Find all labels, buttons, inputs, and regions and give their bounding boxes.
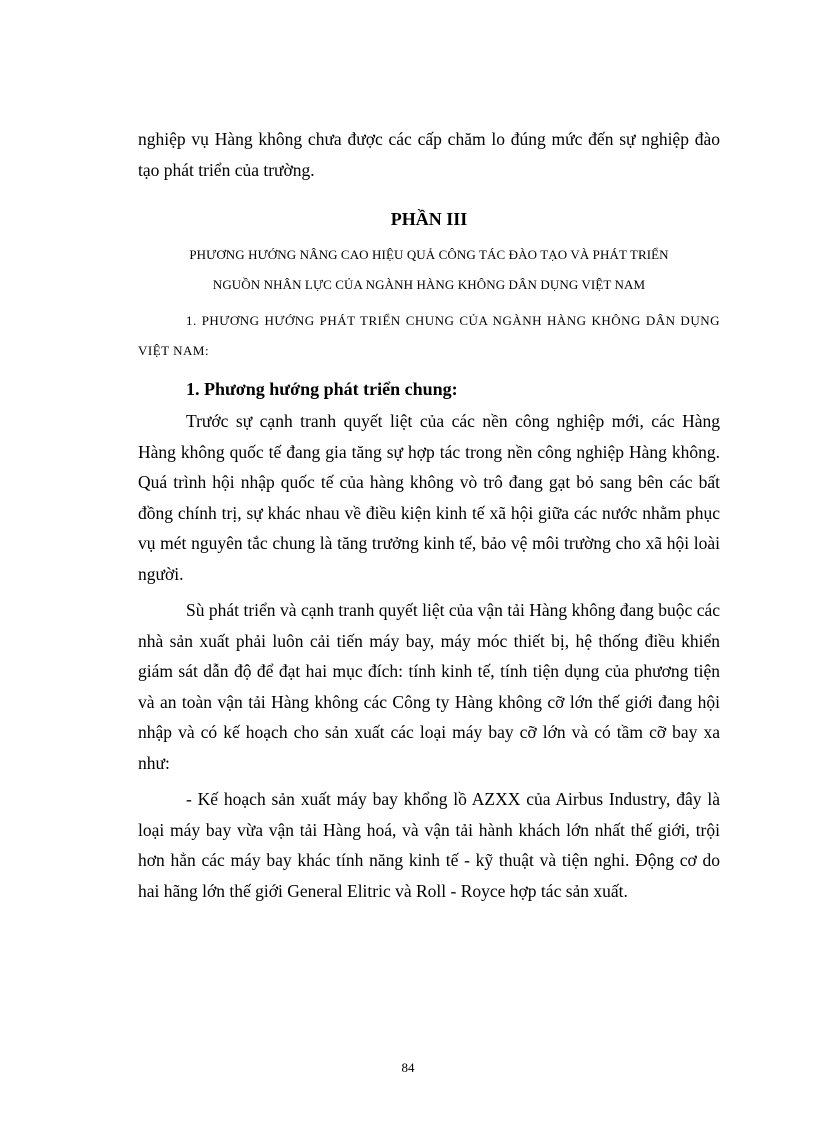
- body-paragraph-1: Trước sự cạnh tranh quyết liệt của các nền công nghiệp mới, các Hàng Hàng không quốc tế đang gia tăng sự hợp tác trong nền công nghiệp Hàng không. Quá trình hội nhập quốc tế của hàng không vò trô đang gạt bỏ sang bên các bất đồng chính trị, sự khác nhau về điều kiện kinh tế xã hội giữa các nước nhằm phục vụ mét nguyên tắc chung là tăng trưởng kinh tế, bảo vệ môi trường cho xã hội loài người.: [138, 411, 720, 584]
- body-paragraph-3: - Kế hoạch sản xuất máy bay khổng lồ AZXX của Airbus Industry, đây là loại máy bay vừa vận tải Hàng hoá, và vận tải hành khách lớn nhất thế giới, trội hơn hẳn các máy bay khác tính năng kinh tế - kỹ thuật và tiện nghi. Động cơ do hai hãng lớn thế giới General Elitric và Roll - Royce hợp tác sản xuất.: [138, 789, 720, 901]
- subsection-title: 1. Phương hướng phát triển chung:: [186, 379, 458, 399]
- part-subtitle-line-2: NGUỒN NHÂN LỰC CỦA NGÀNH HÀNG KHÔNG DÂN DỤNG VIỆT NAM: [212, 277, 646, 292]
- part-subtitle-line-1: PHƯƠNG HƯỚNG NÂNG CAO HIỆU QUẢ CÔNG TÁC ĐÀO TẠO VÀ PHÁT TRIỂN: [189, 247, 669, 262]
- continuation-paragraph: nghiệp vụ Hàng không chưa được các cấp chăm lo đúng mức đến sự nghiệp đào tạo phát triển của trường.: [138, 129, 720, 180]
- section-title: 1. PHƯƠNG HƯỚNG PHÁT TRIỂN CHUNG CỦA NGÀNH HÀNG KHÔNG DÂN DỤNG VIỆT NAM:: [138, 313, 720, 358]
- page-number: 84: [401, 1060, 415, 1075]
- part-subtitle: [138, 240, 720, 300]
- body-paragraph-2: Sù phát triển và cạnh tranh quyết liệt của vận tải Hàng không đang buộc các nhà sản xuất phải luôn cải tiến máy bay, máy móc thiết bị, hệ thống điều khiển giám sát dẫn độ để đạt hai mục đích: tính kinh tế, tính tiện dụng của phương tiện và an toàn vận tải Hàng không các Công ty Hàng không cỡ lớn thế giới đang hội nhập và có kế hoạch cho sản xuất các loại máy bay cỡ lớn và có tầm cỡ bay xa như:: [138, 600, 720, 773]
- part-title: PHẦN III: [390, 209, 468, 229]
- document-page: [138, 124, 720, 906]
